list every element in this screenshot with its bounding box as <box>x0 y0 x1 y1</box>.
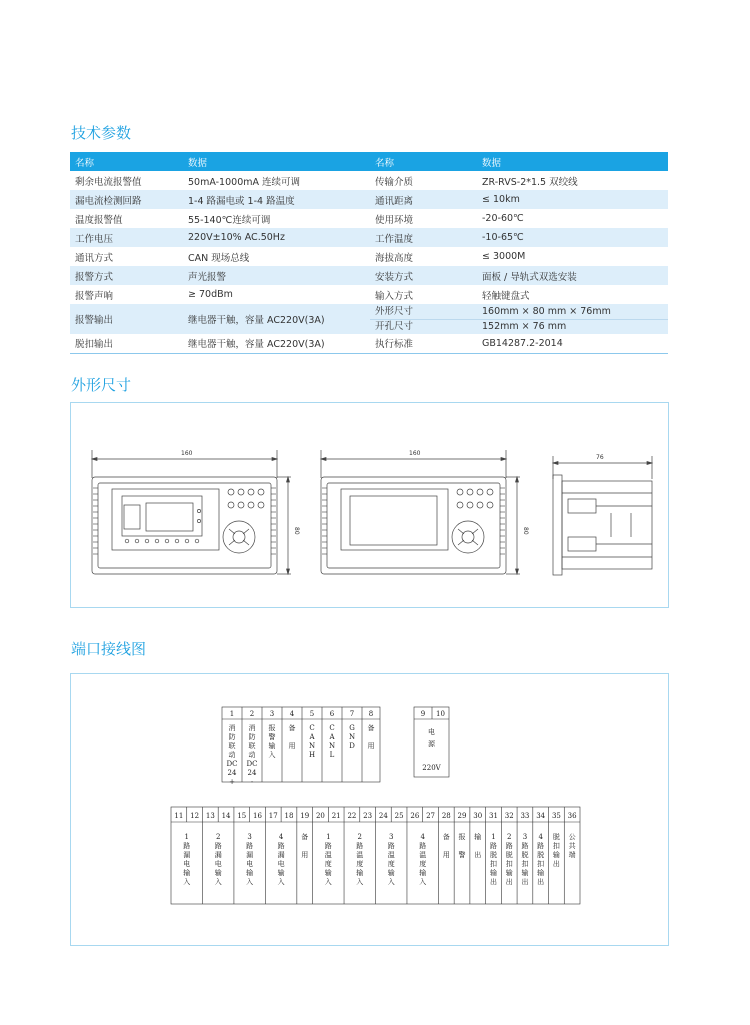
dim-height-2: 80 <box>522 527 529 535</box>
terminal-label: 输 <box>489 869 497 877</box>
terminal-label: 出 <box>489 878 497 886</box>
terminal-label: 脱 <box>489 851 497 859</box>
terminal-number: 23 <box>363 812 373 820</box>
table-row <box>70 266 668 285</box>
terminal-number: 15 <box>237 812 247 820</box>
terminal-number: 26 <box>410 812 420 820</box>
terminal-label: 扣 <box>505 860 513 868</box>
cell: 报警声响 <box>70 285 183 304</box>
terminal-label: 用 <box>288 742 296 750</box>
terminal-number: 9 <box>420 710 426 718</box>
front-view-2 <box>321 450 520 574</box>
terminal-label: 输 <box>324 869 332 877</box>
cell <box>477 304 668 334</box>
cell: 海拔高度 <box>370 247 477 266</box>
terminal-number: 5 <box>309 710 315 718</box>
terminal-label: 路 <box>214 842 222 850</box>
terminal-label: 输 <box>246 869 254 877</box>
terminal-label: 用 <box>367 742 375 750</box>
table-row <box>70 171 668 190</box>
terminal-number: 30 <box>473 812 483 820</box>
terminal-label: C <box>329 724 335 732</box>
table-row <box>70 209 668 228</box>
cell: 传输介质 <box>370 171 477 190</box>
dim-depth: 76 <box>596 454 604 461</box>
terminal-number: 10 <box>436 710 445 718</box>
cell <box>370 304 477 334</box>
terminal-number: 28 <box>441 812 451 820</box>
terminal-label: 2 <box>357 833 363 841</box>
cell: 脱扣输出 <box>70 334 183 353</box>
header-data-1: 数据 <box>183 152 370 171</box>
table-row <box>70 304 668 334</box>
header-data-2: 数据 <box>477 152 668 171</box>
table-row <box>70 190 668 209</box>
terminal-label: + <box>229 778 235 786</box>
terminal-number: 12 <box>190 812 200 820</box>
terminal-label: 报 <box>458 833 466 841</box>
terminal-label: 用 <box>442 851 450 859</box>
cell: 安装方式 <box>370 266 477 285</box>
terminal-label: 3 <box>247 833 252 841</box>
terminal-label: 输 <box>183 869 191 877</box>
cell: 漏电流检测回路 <box>70 190 183 209</box>
terminal-label: 4 <box>538 833 543 841</box>
table-row <box>70 285 668 304</box>
terminal-label: 电 <box>246 860 254 868</box>
cell: 55-140℃连续可调 <box>183 209 370 228</box>
cell: 工作电压 <box>70 228 183 247</box>
cell: ≤ 10km <box>477 190 668 209</box>
terminal-label: 输 <box>277 869 285 877</box>
wiring-diagram <box>71 674 668 945</box>
terminal-label: N <box>348 733 356 741</box>
terminal-label: 输 <box>387 869 395 877</box>
cell: -10-65℃ <box>477 228 668 247</box>
terminal-label: 脱 <box>552 833 560 841</box>
terminal-number: 6 <box>329 710 335 718</box>
terminal-label: - <box>250 778 254 786</box>
terminal-label: DC <box>246 760 258 768</box>
terminal-label: A <box>329 733 335 741</box>
cell: GB14287.2-2014 <box>477 334 668 353</box>
terminal-number: 29 <box>457 812 467 820</box>
terminal-label: 出 <box>474 851 482 859</box>
terminal-label: 脱 <box>521 851 529 859</box>
terminal-label: 输 <box>505 869 513 877</box>
terminal-label: 度 <box>387 860 395 868</box>
terminal-label: 路 <box>183 842 191 850</box>
terminal-number: 4 <box>289 710 295 718</box>
cell: 声光报警 <box>183 266 370 285</box>
terminal-label: 路 <box>356 842 364 850</box>
terminal-label: 出 <box>505 878 513 886</box>
cell: 50mA-1000mA 连续可调 <box>183 171 370 190</box>
terminal-label: 1 <box>184 833 189 841</box>
terminal-label: 漏 <box>277 851 285 859</box>
terminal-number: 17 <box>268 812 278 820</box>
wiring-frame <box>70 673 669 946</box>
terminal-label: A <box>309 733 315 741</box>
table-row <box>70 247 668 266</box>
terminal-label: 入 <box>183 878 191 886</box>
terminal-label: N <box>328 742 336 750</box>
terminal-label: 温 <box>419 851 427 859</box>
terminal-label: 用 <box>301 851 309 859</box>
terminal-label: 出 <box>521 878 529 886</box>
terminal-label: 路 <box>387 842 395 850</box>
terminal-label: 共 <box>568 842 576 850</box>
split-cell-top: 外形尺寸 <box>375 305 414 317</box>
cell: 输入方式 <box>370 285 477 304</box>
dim-height-1: 80 <box>293 527 300 535</box>
terminal-label: 消 <box>228 724 236 732</box>
terminal-label: 联 <box>228 742 236 750</box>
terminal-label: 备 <box>288 724 296 732</box>
terminal-label: 电 <box>183 860 191 868</box>
terminal-label: 4 <box>420 833 425 841</box>
terminal-label: 端 <box>568 851 576 859</box>
terminal-label: 路 <box>324 842 332 850</box>
terminal-label: 报 <box>268 724 276 732</box>
terminal-label: 度 <box>356 860 364 868</box>
terminal-number: 20 <box>315 812 325 820</box>
dimensions-frame <box>70 402 669 608</box>
terminal-label: 输 <box>537 869 545 877</box>
cell: 温度报警值 <box>70 209 183 228</box>
cell: 使用环境 <box>370 209 477 228</box>
terminal-label: 电 <box>428 728 435 736</box>
terminal-label: 路 <box>246 842 254 850</box>
terminal-label: 警 <box>268 733 276 741</box>
terminal-label: 入 <box>324 878 332 886</box>
terminal-label: 电 <box>277 860 285 868</box>
specs-title: 技术参数 <box>71 124 132 142</box>
terminal-number: 2 <box>249 710 255 718</box>
terminal-label: 出 <box>537 878 545 886</box>
terminal-number: 34 <box>536 812 546 820</box>
terminal-number: 33 <box>520 812 530 820</box>
terminal-label: 脱 <box>537 851 545 859</box>
terminal-label: G <box>349 724 355 732</box>
side-view <box>553 456 652 575</box>
terminal-label: 输 <box>214 869 222 877</box>
spec-table-header <box>70 152 668 171</box>
terminal-label: 动 <box>248 751 256 759</box>
terminal-label: 备 <box>301 833 309 841</box>
terminal-number: 8 <box>368 710 374 718</box>
terminal-label: 2 <box>506 833 512 841</box>
cell: 通讯方式 <box>70 247 183 266</box>
terminal-label: 入 <box>214 878 222 886</box>
terminal-number: 31 <box>489 812 498 820</box>
terminal-number: 36 <box>567 812 577 820</box>
terminal-label: 路 <box>489 842 497 850</box>
terminal-label: 3 <box>388 833 394 841</box>
terminal-label: L <box>329 751 335 759</box>
cell: 通讯距离 <box>370 190 477 209</box>
terminal-label: 入 <box>419 878 427 886</box>
terminal-number: 32 <box>504 812 514 820</box>
terminal-label: 2 <box>215 833 221 841</box>
terminal-label: 电 <box>214 860 222 868</box>
terminal-label: 度 <box>324 860 332 868</box>
terminal-number: 11 <box>174 812 184 820</box>
terminal-label: 路 <box>521 842 529 850</box>
terminal-number: 18 <box>284 812 294 820</box>
dimensions-title: 外形尺寸 <box>71 376 132 394</box>
terminal-label: 扣 <box>537 860 545 868</box>
header-name-2: 名称 <box>370 152 477 171</box>
terminal-number: 27 <box>426 812 436 820</box>
cell: 剩余电流报警值 <box>70 171 183 190</box>
terminal-label: 路 <box>505 842 513 850</box>
terminal-label: 警 <box>458 851 466 859</box>
terminal-label: 扣 <box>552 842 560 850</box>
terminal-number: 21 <box>331 812 341 820</box>
terminal-label: 出 <box>552 860 560 868</box>
split-cell-top: 160mm × 80 mm × 76mm <box>482 305 611 317</box>
terminal-number: 1 <box>229 710 235 718</box>
terminal-label: 漏 <box>183 851 191 859</box>
terminal-label: DC <box>226 760 238 768</box>
terminal-label: 4 <box>278 833 284 841</box>
cell: 继电器干触，容量 AC220V(3A) <box>183 304 370 334</box>
cell: 轻触键盘式 <box>477 285 668 304</box>
cell: ZR-RVS-2*1.5 双绞线 <box>477 171 668 190</box>
terminal-label: 1 <box>491 833 496 841</box>
terminal-number: 13 <box>205 812 215 820</box>
terminal-label: 联 <box>248 742 256 750</box>
terminal-label: 输 <box>552 851 560 859</box>
front-view-1 <box>92 450 291 574</box>
terminal-label: 脱 <box>505 851 513 859</box>
terminal-label: D <box>349 742 355 750</box>
cell: CAN 现场总线 <box>183 247 370 266</box>
wiring-title: 端口接线图 <box>71 640 147 658</box>
split-cell-bottom: 开孔尺寸 <box>370 319 477 334</box>
terminal-label: 扣 <box>489 860 497 868</box>
terminal-label: 1 <box>326 833 331 841</box>
terminal-label: 消 <box>248 724 256 732</box>
terminal-label: 度 <box>419 860 427 868</box>
header-name-1: 名称 <box>70 152 183 171</box>
terminal-label: 输 <box>521 869 529 877</box>
table-row <box>70 228 668 247</box>
terminal-label: 输 <box>419 869 427 877</box>
cell: 执行标准 <box>370 334 477 353</box>
cell: 工作温度 <box>370 228 477 247</box>
terminal-number: 16 <box>253 812 262 820</box>
terminal-number: 22 <box>347 812 357 820</box>
cell: 报警方式 <box>70 266 183 285</box>
terminal-label: 输 <box>268 742 276 750</box>
terminal-label: 公 <box>568 833 576 841</box>
cell: 继电器干触，容量 AC220V(3A) <box>183 334 370 353</box>
terminal-label: 输 <box>356 869 364 877</box>
table-row <box>70 334 668 353</box>
terminal-label: N <box>308 742 316 750</box>
dim-width-1: 160 <box>181 450 193 457</box>
dim-width-2: 160 <box>409 450 421 457</box>
terminal-label: 防 <box>228 733 236 741</box>
cell: -20-60℃ <box>477 209 668 228</box>
terminal-label: 漏 <box>214 851 222 859</box>
cell: 面板 / 导轨式双选安装 <box>477 266 668 285</box>
terminal-label: 温 <box>324 851 332 859</box>
cell: 1-4 路漏电或 1-4 路温度 <box>183 190 370 209</box>
terminal-label: 输 <box>474 833 482 841</box>
terminal-label: 温 <box>356 851 364 859</box>
terminal-label: 漏 <box>246 851 254 859</box>
terminal-label: 动 <box>228 751 236 759</box>
terminal-label: 路 <box>419 842 427 850</box>
terminal-label: 备 <box>442 833 450 841</box>
terminal-label: 扣 <box>521 860 529 868</box>
terminal-label: 路 <box>537 842 545 850</box>
terminal-label: 入 <box>356 878 364 886</box>
terminal-number: 24 <box>378 812 388 820</box>
terminal-label: 备 <box>367 724 375 732</box>
cell: ≤ 3000M <box>477 247 668 266</box>
terminal-label: 24 <box>227 769 237 777</box>
terminal-number: 19 <box>300 812 310 820</box>
terminal-label: 3 <box>522 833 528 841</box>
cell: ≥ 70dBm <box>183 285 370 304</box>
terminal-label: 源 <box>428 740 435 748</box>
terminal-label: 路 <box>277 842 285 850</box>
terminal-number: 14 <box>221 812 231 820</box>
terminal-label: H <box>308 751 316 759</box>
terminal-number: 7 <box>349 710 355 718</box>
split-cell-bottom: 152mm × 76 mm <box>477 319 668 334</box>
spec-table <box>70 152 668 354</box>
terminal-label: 入 <box>268 751 276 759</box>
terminal-label: C <box>309 724 315 732</box>
terminal-label: 入 <box>246 878 254 886</box>
cell: 报警输出 <box>70 304 183 334</box>
cell: 220V±10% AC.50Hz <box>183 228 370 247</box>
terminal-label: 220V <box>422 764 441 772</box>
dimension-drawings <box>71 403 668 607</box>
terminal-number: 35 <box>551 812 561 820</box>
terminal-label: 温 <box>387 851 395 859</box>
terminal-number: 25 <box>394 812 404 820</box>
terminal-label: 入 <box>387 878 395 886</box>
terminal-number: 3 <box>269 710 275 718</box>
terminal-label: 24 <box>247 769 257 777</box>
terminal-label: 防 <box>248 733 256 741</box>
terminal-label: 入 <box>277 878 285 886</box>
